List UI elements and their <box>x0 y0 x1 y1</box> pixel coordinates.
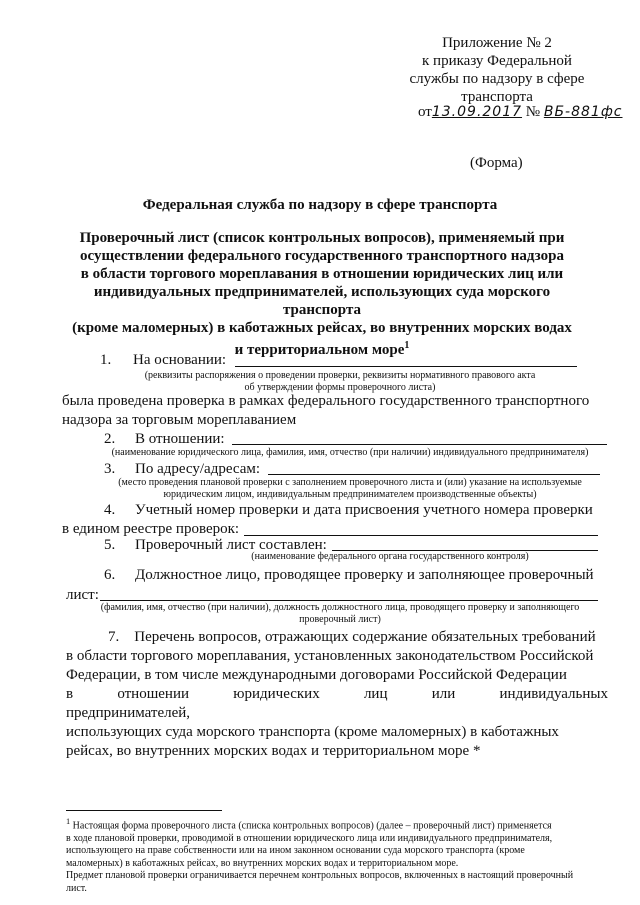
item-1-label: 1. На основании: <box>100 352 227 368</box>
item-6-field[interactable] <box>100 600 598 601</box>
order-date-handwritten: 13.09.2017 <box>431 104 523 120</box>
footnote-ref: 1 <box>404 340 410 351</box>
document-title: Проверочный лист (список контрольных вопросов), применяемый при осуществлении федерального государственного транспортного надзора в области торгового мореплавания в отношении юридических лиц или индивидуальных предпринимателей, использующих суда морского транспорта (кроме маломерных) в каботажных рейсах, во внутренних морских водах и территориальном море$^1$ <box>72 230 572 358</box>
item-7-paragraph: 7. Перечень вопросов, отражающих содержание обязательных требований в области торгового мореплавания, установленных законодательством Российской Федерации, в том числе международными договорами Российской Федерации в отношении юридических лиц или индивидуальных предпринимателей, использующих суда морского транспорта (кроме маломерных) в каботажных рейсах, во внутренних морских водах и территориальном море * <box>66 629 608 759</box>
appendix-ref-2: службы по надзору в сфере <box>409 71 585 87</box>
item-3-field[interactable] <box>268 474 600 475</box>
item-6-continuation: лист: <box>66 587 99 603</box>
appendix-ref-1: к приказу Федеральной <box>422 53 572 69</box>
item-3-note: (место проведения плановой проверки с заполнением проверочного листа и (или) указание на используемые юридическим лицом, индивидуальным предпринимателем производственные объекты) <box>118 477 582 500</box>
agency-name: Федеральная служба по надзору в сфере транспорта <box>142 197 498 213</box>
footnote: $^1$ Настоящая форма проверочного листа (списка контрольных вопросов) (далее – проверочный лист) применяется в ходе плановой проверки, проводимой в отношении юридического лица или индивидуального предпринимателя, использующего на праве собственности или на ином законном основании суда морского транспорта (кроме маломерных) в каботажных рейсах, во внутренних морских водах и территориальном море. Предмет плановой проверки ограничивается перечнем контрольных вопросов, включенных в настоящий проверочный лист. <box>66 817 574 894</box>
item-2-label: 2. В отношении: <box>104 431 225 447</box>
item-6-label: 6. Должностное лицо, проводящее проверку и заполняющее проверочный <box>104 567 594 583</box>
item-1-continuation: была проведена проверка в рамках федерального государственного транспортного надзора за торговым мореплаванием <box>62 393 590 428</box>
order-from-label: от <box>418 104 432 120</box>
item-4-continuation: в едином реестре проверок: <box>62 521 240 537</box>
order-number-handwritten: ВБ-881фс <box>543 104 623 120</box>
appendix-header <box>392 34 602 106</box>
item-5-label: 5. Проверочный лист составлен: <box>104 537 327 553</box>
order-no-label: № <box>525 104 544 120</box>
order-date-line <box>418 104 623 121</box>
item-2-note: (наименование юридического лица, фамилия, имя, отчество (при наличии) индивидуального предпринимателя) <box>111 447 589 458</box>
item-2-field[interactable] <box>232 444 607 445</box>
item-5-note: (наименование федерального органа государственного контроля) <box>251 551 529 562</box>
appendix-ref-3: транспорта <box>461 89 533 105</box>
item-1-note: (реквизиты распоряжения о проведении проверки, реквизиты нормативного правового акта об утверждении формы проверочного листа) <box>144 370 536 393</box>
footnote-separator <box>66 810 222 811</box>
item-4-label: 4. Учетный номер проверки и дата присвоения учетного номера проверки <box>104 502 593 518</box>
item-1-field[interactable] <box>235 366 577 367</box>
item-6-note: (фамилия, имя, отчество (при наличии), должность должностного лица, проводящего проверку и заполняющего проверочный лист) <box>100 602 580 625</box>
item-4-field[interactable] <box>244 535 598 536</box>
item-3-label: 3. По адресу/адресам: <box>104 461 261 477</box>
appendix-number: Приложение № 2 <box>442 35 552 51</box>
form-label: (Форма) <box>470 155 523 171</box>
